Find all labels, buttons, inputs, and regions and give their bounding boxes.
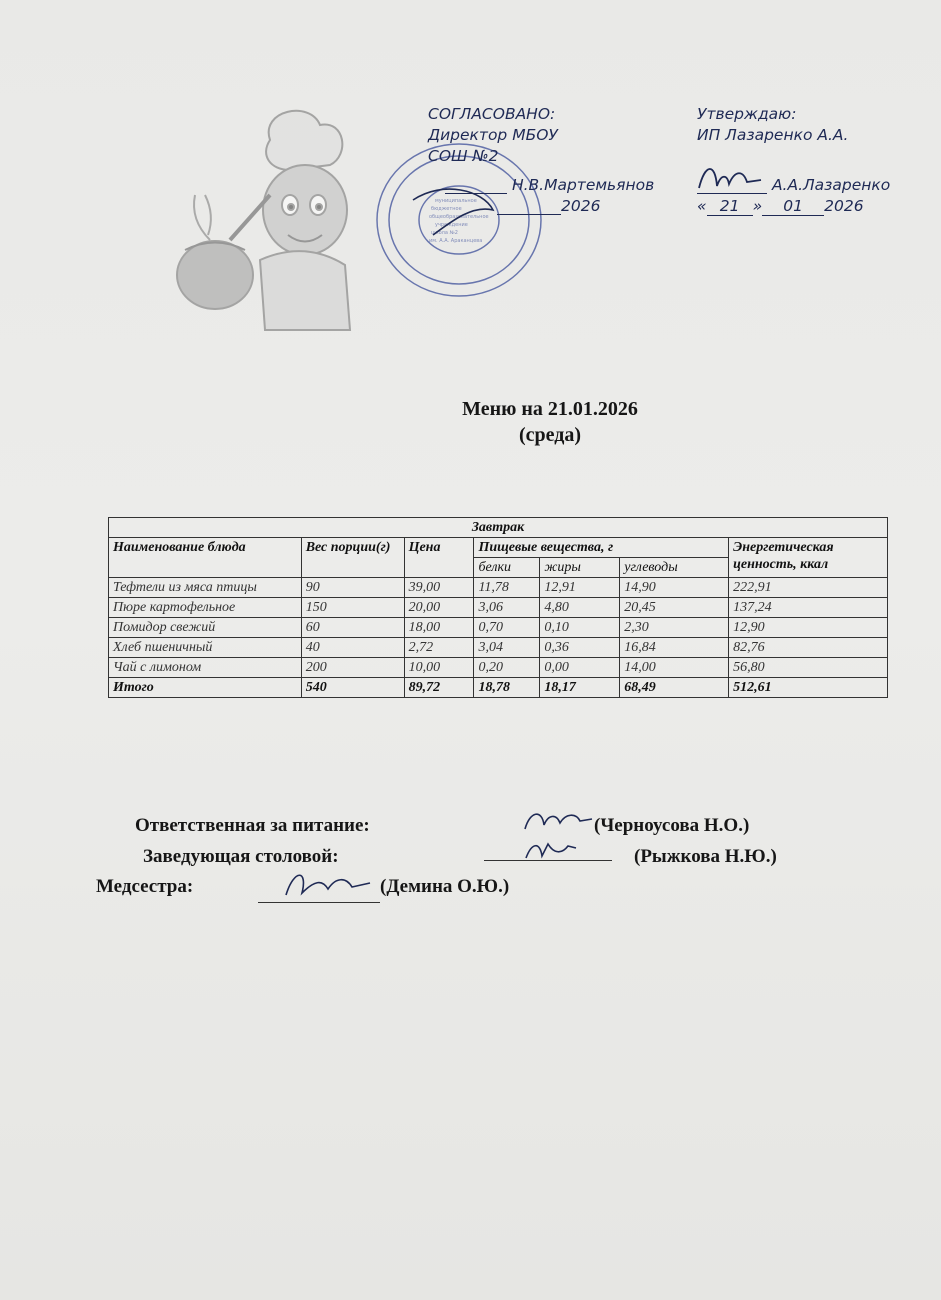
total-carbs: 68,49: [620, 678, 729, 698]
menu-table: [108, 517, 888, 698]
dish-fats: 0,10: [540, 618, 620, 638]
dish-price: 10,00: [404, 658, 474, 678]
header-proteins: белки: [474, 558, 540, 578]
canteen-name: (Рыжкова Н.Ю.): [634, 846, 777, 867]
total-row: [109, 678, 888, 698]
responsible-signature: [520, 805, 595, 835]
dish-energy: 222,91: [729, 578, 888, 598]
table-row: [109, 658, 888, 678]
dish-energy: 137,24: [729, 598, 888, 618]
menu-title-date: Меню на 21.01.2026: [462, 398, 638, 420]
total-label: Итого: [109, 678, 302, 698]
dish-name: Тефтели из мяса птицы: [109, 578, 302, 598]
date-underline: [497, 198, 561, 215]
total-price: 89,72: [404, 678, 474, 698]
dish-name: Помидор свежий: [109, 618, 302, 638]
dish-weight: 60: [301, 618, 404, 638]
agreed-block: [428, 104, 558, 167]
responsible-label: Ответственная за питание:: [135, 815, 370, 836]
dish-fats: 12,91: [540, 578, 620, 598]
approve-signature-line: [697, 176, 890, 194]
dish-weight: 150: [301, 598, 404, 618]
total-energy: 512,61: [729, 678, 888, 698]
svg-text:общеобразовательное: общеобразовательное: [429, 214, 489, 220]
dish-fats: 4,80: [540, 598, 620, 618]
header-nutrients: Пищевые вещества, г: [474, 538, 729, 558]
table-row: [109, 578, 888, 598]
dish-proteins: 3,06: [474, 598, 540, 618]
dish-weight: 90: [301, 578, 404, 598]
agreed-date-line: [497, 197, 600, 215]
total-weight: 540: [301, 678, 404, 698]
signature-underline: [445, 177, 507, 194]
dish-weight: 200: [301, 658, 404, 678]
dish-proteins: 3,04: [474, 638, 540, 658]
approve-org: ИП Лазаренко А.А.: [697, 126, 849, 144]
agreed-year: 2026: [561, 197, 601, 215]
dish-proteins: 11,78: [474, 578, 540, 598]
menu-title-weekday: (среда): [518, 424, 582, 446]
svg-text:учреждение: учреждение: [435, 222, 468, 228]
svg-text:им. А.А. Араканцева: им. А.А. Араканцева: [429, 238, 483, 244]
agreed-signature-line: [445, 176, 654, 194]
dish-carbs: 14,90: [620, 578, 729, 598]
approve-month: 01: [762, 197, 824, 216]
approve-title: Утверждаю:: [697, 105, 797, 123]
dish-energy: 12,90: [729, 618, 888, 638]
approve-block: [697, 104, 848, 146]
dish-carbs: 20,45: [620, 598, 729, 618]
agreed-position: Директор МБОУ: [428, 126, 558, 144]
dish-carbs: 2,30: [620, 618, 729, 638]
responsible-name: (Черноусова Н.О.): [594, 815, 750, 836]
dish-price: 39,00: [404, 578, 474, 598]
svg-text:бюджетное: бюджетное: [431, 206, 462, 212]
signature-underline: [697, 177, 767, 194]
svg-text:муниципальное: муниципальное: [435, 198, 477, 204]
table-caption: Завтрак: [109, 518, 888, 538]
header-carbs: углеводы: [620, 558, 729, 578]
header-fats: жиры: [540, 558, 620, 578]
agreed-director-name: Н.В.Мартемьянов: [511, 176, 655, 194]
dish-name: Чай с лимоном: [109, 658, 302, 678]
header-energy: Энергетическая ценность, ккал: [729, 538, 888, 578]
approve-name: А.А.Лазаренко: [771, 176, 891, 194]
chef-illustration: [160, 100, 360, 340]
nurse-name: (Демина О.Ю.): [380, 876, 510, 897]
dish-fats: 0,00: [540, 658, 620, 678]
nurse-signature-line: [258, 902, 380, 903]
total-fats: 18,17: [540, 678, 620, 698]
total-proteins: 18,78: [474, 678, 540, 698]
dish-price: 2,72: [404, 638, 474, 658]
approve-year: 2026: [824, 197, 864, 215]
table-row: [109, 618, 888, 638]
dish-weight: 40: [301, 638, 404, 658]
dish-proteins: 0,20: [474, 658, 540, 678]
canteen-label: Заведующая столовой:: [143, 846, 339, 867]
nurse-signature: [280, 865, 375, 901]
svg-text:школа №2: школа №2: [431, 230, 458, 236]
table-row: [109, 598, 888, 618]
approve-date-line: « 21 » 01 2026: [697, 197, 864, 215]
dish-energy: 82,76: [729, 638, 888, 658]
dish-name: Пюре картофельное: [109, 598, 302, 618]
dish-carbs: 16,84: [620, 638, 729, 658]
approve-day: 21: [707, 197, 753, 216]
dish-price: 20,00: [404, 598, 474, 618]
agreed-title: СОГЛАСОВАНО:: [428, 105, 556, 123]
dish-energy: 56,80: [729, 658, 888, 678]
header-weight: Вес порции(г): [301, 538, 404, 578]
menu-title: [300, 396, 800, 448]
canteen-signature: [520, 836, 580, 864]
dish-price: 18,00: [404, 618, 474, 638]
table-row: [109, 638, 888, 658]
header-price: Цена: [404, 538, 474, 578]
dish-fats: 0,36: [540, 638, 620, 658]
dish-carbs: 14,00: [620, 658, 729, 678]
dish-proteins: 0,70: [474, 618, 540, 638]
dish-name: Хлеб пшеничный: [109, 638, 302, 658]
agreed-school: СОШ №2: [428, 147, 499, 165]
header-name: Наименование блюда: [109, 538, 302, 578]
nurse-label: Медсестра:: [96, 876, 194, 897]
